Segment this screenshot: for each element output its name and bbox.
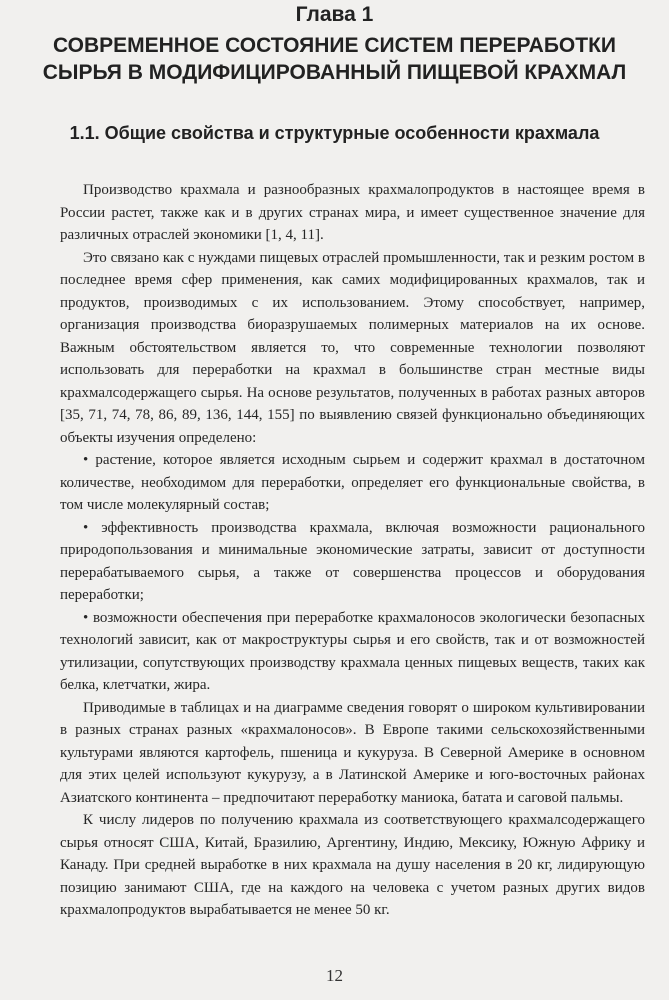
- bullet-item: • эффективность производства крахмала, включая возможности рационального природопользования и минимальные экономические затраты, зависит от доступности перерабатываемого сырья, а также от совершенства процессов и оборудования переработки;: [60, 519, 645, 603]
- chapter-title: СОВРЕМЕННОЕ СОСТОЯНИЕ СИСТЕМ ПЕРЕРАБОТКИ СЫРЬЯ В МОДИФИЦИРОВАННЫЙ ПИЩЕВОЙ КРАХМАЛ: [42, 34, 627, 84]
- section-title: 1.1. Общие свойства и структурные особенности крахмала: [69, 123, 600, 143]
- paragraph: К числу лидеров по получению крахмала из соответствующего крахмалсодержащего сырья относят США, Китай, Бразилию, Аргентину, Индию, Мексику, Южную Африку и Канаду. При средней выработке в них крахмала на душу населения в 20 кг, лидирующую позицию занимают США, где на каждого на человека с учетом разных других видов крахмалопродуктов вырабатывается не менее 50 кг.: [60, 812, 645, 918]
- paragraph: Производство крахмала и разнообразных крахмалопродуктов в настоящее время в России растет, также как и в других странах мира, и имеет существенное значение для различных отраслей экономики [1, 4, 11].: [60, 182, 645, 243]
- paragraph: Приводимые в таблицах и на диаграмме сведения говорят о широком культивировании в разных странах разных «крахмалоносов». В Европе такими сельскохозяйственными культурами являются картофель, пшеница и кукуруза. В Северной Америке в основном для этих целей используют кукурузу, а в Латинской Америке и юго-восточных районах Азиатского континента – предпочитают переработку маниока, батата и саговой пальмы.: [60, 699, 645, 806]
- chapter-label: Глава 1: [295, 3, 374, 26]
- paragraph: Это связано как с нуждами пищевых отраслей промышленности, так и резким ростом в последнее время сфер применения, как самих модифицированных крахмалов, так и продуктов, производимых с их использованием. Этому способствует, например, организация производства биоразрушаемых полимерных материалов на их основе. Важным обстоятельством является то, что современные технологии позволяют использовать для переработки на крахмал в большинстве стран местные виды крахмалсодержащего сырья. На основе результатов, полученных в работах разных авторов [35, 71, 74, 78, 86, 89, 136, 144, 155] по выявлению связей функционально объединяющих объекты изучения определено:: [60, 249, 645, 446]
- page-number: 12: [326, 966, 343, 985]
- body-text: [60, 179, 645, 922]
- bullet-item: • растение, которое является исходным сырьем и содержит крахмал в достаточном количестве, необходимом для переработки, определяет его функциональные свойства, в том числе молекулярный состав;: [60, 452, 645, 513]
- bullet-item: • возможности обеспечения при переработке крахмалоносов экологически безопасных технологий зависит, как от макроструктуры сырья и его свойств, так и от возможностей утилизации, сопутствующих производству крахмала ценных пищевых веществ, таких как белка, клетчатки, жира.: [60, 609, 645, 693]
